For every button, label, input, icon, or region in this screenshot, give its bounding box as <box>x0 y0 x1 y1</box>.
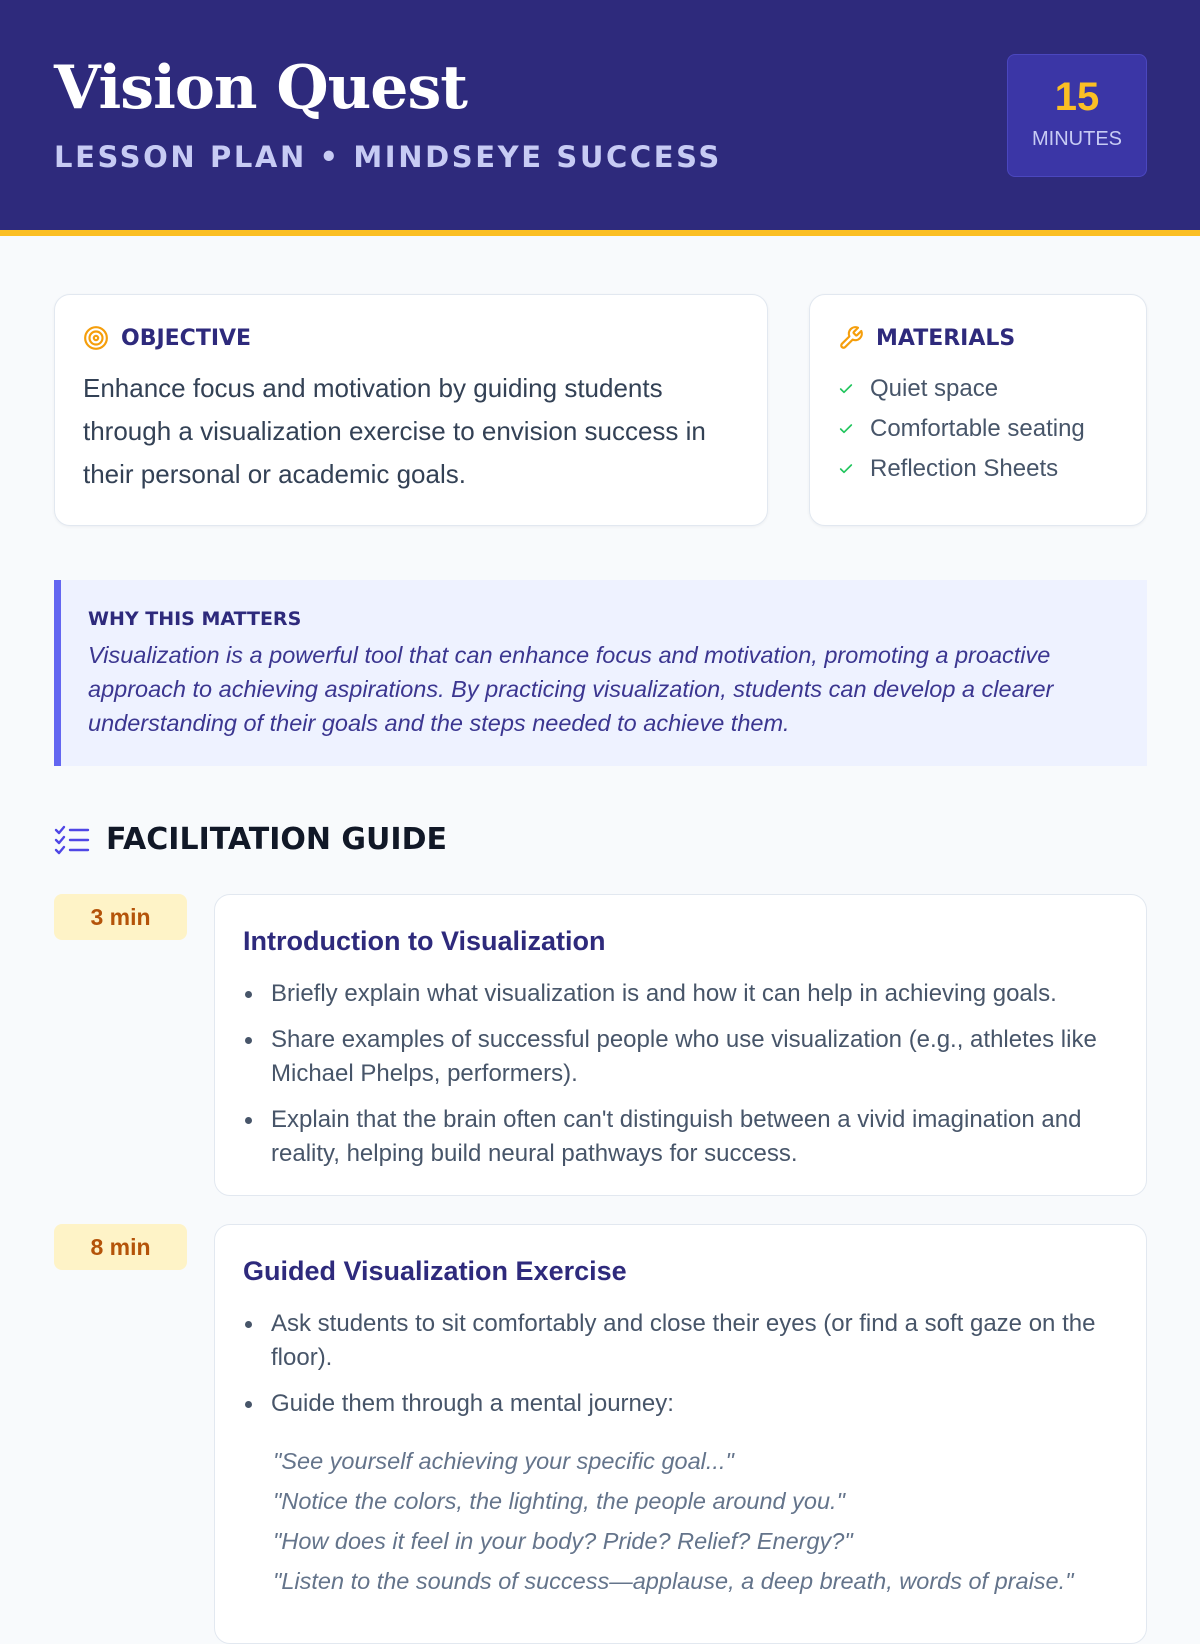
step-bullet: Ask students to sit comfortably and close their eyes (or find a soft gaze on the floor). <box>243 1307 1118 1375</box>
material-item <box>838 369 1118 409</box>
step-bullet <box>243 1387 1118 1421</box>
duration-unit: MINUTES <box>1032 128 1122 150</box>
step-time-badge: 3 min <box>54 894 187 940</box>
material-label: Quiet space <box>870 375 999 402</box>
facilitation-guide-heading: FACILITATION GUIDE <box>106 822 447 857</box>
objective-text: Enhance focus and motivation by guiding students through a visualization exercise to envision success in their personal or academic goals. <box>83 373 706 489</box>
visualization-quote: "How does it feel in your body? Pride? Relief? Energy?" <box>273 1528 853 1555</box>
checklist-icon <box>54 825 90 855</box>
step-card <box>214 894 1147 1196</box>
step-card <box>214 1224 1147 1644</box>
check-icon <box>838 421 854 437</box>
why-this-matters-callout <box>54 580 1147 766</box>
duration-value: 15 <box>1054 75 1100 119</box>
visualization-quote-list <box>273 1441 1118 1601</box>
step-bullet-list <box>243 1307 1118 1421</box>
materials-heading-row <box>838 325 1118 351</box>
step-bullet-text: Guide them through a mental journey: <box>271 1390 674 1418</box>
objective-card <box>54 294 768 526</box>
lesson-title: Vision Quest <box>54 53 467 123</box>
material-item <box>838 449 1118 489</box>
step-bullet-list <box>243 977 1118 1171</box>
lesson-header <box>0 0 1200 236</box>
step-bullet: Share examples of successful people who use visualization (e.g., athletes like Michael Phelps, performers). <box>243 1023 1118 1091</box>
lesson-subtitle: LESSON PLAN • MINDSEYE SUCCESS <box>54 140 722 174</box>
step-bullet: Briefly explain what visualization is and how it can help in achieving goals. <box>243 977 1118 1011</box>
target-icon <box>83 325 109 351</box>
wrench-icon <box>838 325 864 351</box>
materials-heading: MATERIALS <box>876 325 1016 351</box>
visualization-quote: "See yourself achieving your specific goal..." <box>273 1448 734 1475</box>
why-heading: WHY THIS MATTERS <box>88 608 302 630</box>
visualization-quote: "Listen to the sounds of success—applause, a deep breath, words of praise." <box>273 1568 1074 1595</box>
materials-list <box>838 369 1118 489</box>
step-title: Guided Visualization Exercise <box>243 1256 627 1286</box>
facilitation-guide-heading-row <box>54 822 447 857</box>
step-title: Introduction to Visualization <box>243 926 606 956</box>
check-icon <box>838 381 854 397</box>
objective-heading: OBJECTIVE <box>121 325 252 351</box>
step-bullet: Explain that the brain often can't distinguish between a vivid imagination and reality, helping build neural pathways for success. <box>243 1103 1118 1171</box>
why-text: Visualization is a powerful tool that can enhance focus and motivation, promoting a proactive approach to achieving aspirations. By practicing visualization, students can develop a clearer understanding of their goals and the steps needed to achieve them. <box>88 642 1054 736</box>
duration-badge <box>1007 54 1147 177</box>
material-label: Comfortable seating <box>870 415 1085 442</box>
visualization-quote: "Notice the colors, the lighting, the people around you." <box>273 1488 845 1515</box>
material-item <box>838 409 1118 449</box>
material-label: Reflection Sheets <box>870 455 1059 482</box>
objective-heading-row <box>83 325 739 351</box>
step-time-badge: 8 min <box>54 1224 187 1270</box>
materials-card <box>809 294 1147 526</box>
check-icon <box>838 461 854 477</box>
